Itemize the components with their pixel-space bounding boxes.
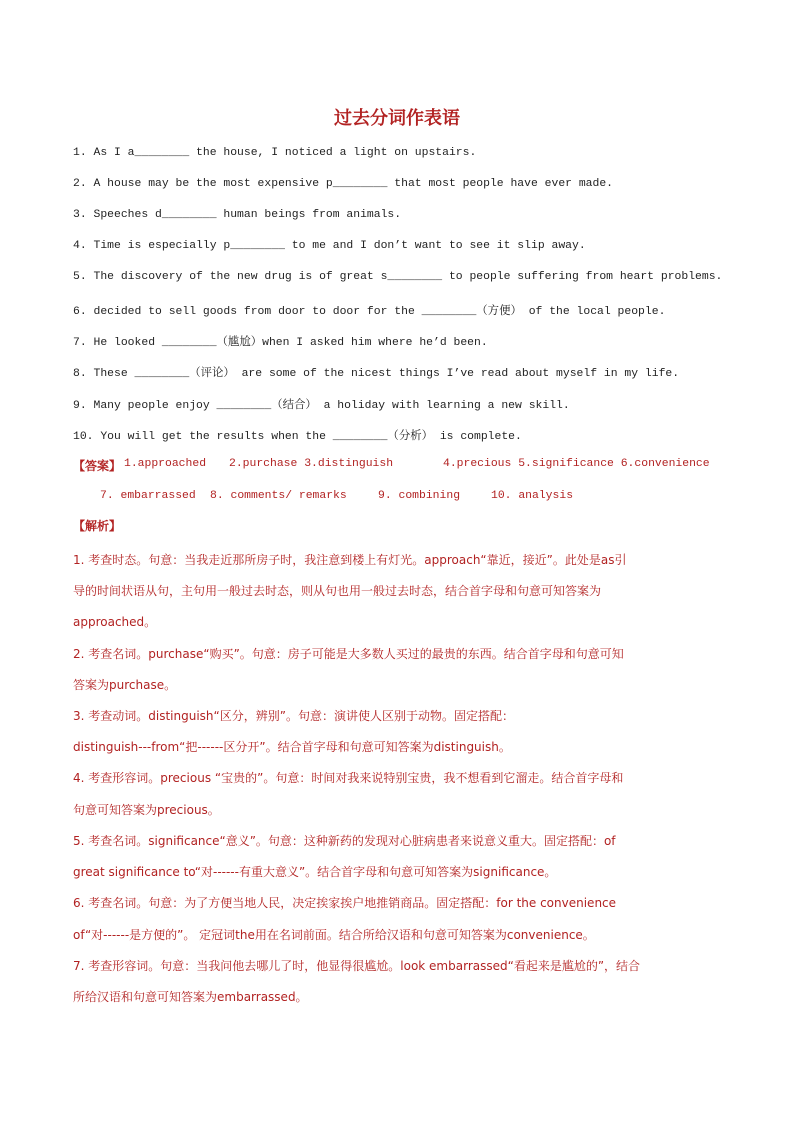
- explanation-line: 1. 考查时态。句意：当我走近那所房子时，我注意到楼上有灯光。approach“靠近，接近”。此处是as引: [73, 553, 627, 567]
- explanation-line: great significance to“对------有重大意义”。结合首字母和句意可知答案为significance。: [73, 865, 557, 879]
- question-1: 1. As I a________ the house, I noticed a light on upstairs.: [73, 147, 477, 159]
- explanation-line: 导的时间状语从句，主句用一般过去时态，则从句也用一般过去时态，结合首字母和句意可知答案为: [73, 584, 602, 598]
- explanation-line: 所给汉语和句意可知答案为embarrassed。: [73, 990, 308, 1004]
- answer-10: 10. analysis: [491, 490, 574, 502]
- answer-8: 8. comments/ remarks: [210, 490, 347, 502]
- question-5: 5. The discovery of the new drug is of great s________ to people suffering from heart problems.: [73, 271, 723, 283]
- explanation-label: 【解析】: [73, 519, 122, 533]
- question-8: 8. These ________（评论） are some of the nicest things I’ve read about myself in my life.: [73, 368, 680, 380]
- answer-label: 【答案】: [73, 459, 122, 473]
- question-10: 10. You will get the results when the ________（分析） is complete.: [73, 431, 522, 443]
- explanation-line: 句意可知答案为precious。: [73, 803, 220, 817]
- explanation-line: 5. 考查名词。significance“意义”。句意：这种新药的发现对心脏病患者来说意义重大。固定搭配：of: [73, 834, 616, 848]
- question-2: 2. A house may be the most expensive p________ that most people have ever made.: [73, 178, 614, 190]
- question-4: 4. Time is especially p________ to me and I don’t want to see it slip away.: [73, 240, 586, 252]
- explanation-line: distinguish---from“把------区分开”。结合首字母和句意可知答案为distinguish。: [73, 740, 511, 754]
- answer-7: 7. embarrassed: [100, 490, 196, 502]
- question-7: 7. He looked ________（尴尬）when I asked him where he’d been.: [73, 337, 488, 349]
- answer-2-3: 2.purchase 3.distinguish: [229, 458, 394, 470]
- answer-1: 1.approached: [124, 458, 207, 470]
- answer-4-6: 4.precious 5.significance 6.convenience: [443, 458, 710, 470]
- explanation-line: 4. 考查形容词。precious “宝贵的”。句意：时间对我来说特别宝贵，我不想看到它溜走。结合首字母和: [73, 771, 624, 785]
- question-6: 6. decided to sell goods from door to door for the ________（方便） of the local people.: [73, 306, 666, 318]
- question-3: 3. Speeches d________ human beings from animals.: [73, 209, 402, 221]
- explanation-line: approached。: [73, 615, 157, 629]
- explanation-line: 7. 考查形容词。句意：当我问他去哪儿了时，他显得很尴尬。look embarrassed“看起来是尴尬的”，结合: [73, 959, 641, 973]
- explanation-line: of“对------是方便的”。 定冠词the用在名词前面。结合所给汉语和句意可知答案为convenience。: [73, 928, 595, 942]
- explanation-line: 答案为purchase。: [73, 678, 177, 692]
- explanation-line: 3. 考查动词。distinguish“区分，辨别”。句意：演讲使人区别于动物。固定搭配：: [73, 709, 514, 723]
- answer-9: 9. combining: [378, 490, 461, 502]
- page-title: 过去分词作表语: [334, 108, 460, 129]
- explanation-line: 2. 考查名词。purchase“购买”。句意：房子可能是大多数人买过的最贵的东西。结合首字母和句意可知: [73, 647, 624, 661]
- question-9: 9. Many people enjoy ________（结合） a holiday with learning a new skill.: [73, 400, 570, 412]
- explanation-line: 6. 考查名词。句意：为了方便当地人民，决定挨家挨户地推销商品。固定搭配：for the convenience: [73, 896, 617, 910]
